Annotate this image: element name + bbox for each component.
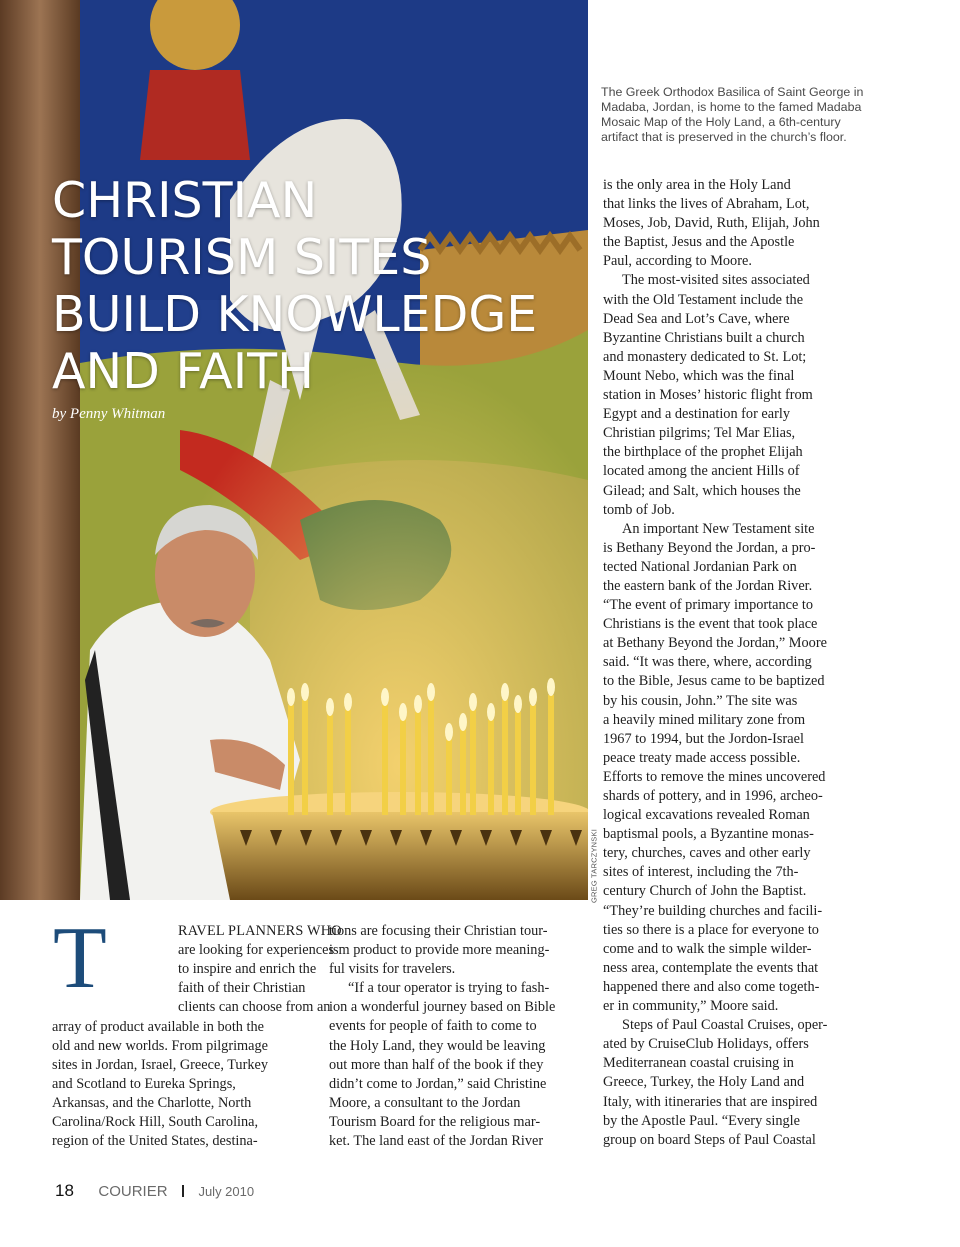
text-line: baptismal pools, a Byzantine monas-	[603, 826, 814, 843]
text-line: ful visits for travelers.	[329, 961, 456, 978]
text-line: ket. The land east of the Jordan River	[329, 1133, 544, 1150]
text-line: shards of pottery, and in 1996, archeo-	[603, 788, 823, 804]
text-line: Dead Sea and Lot’s Cave, where	[603, 310, 790, 327]
headline-line: AND FAITH	[52, 343, 314, 400]
text-line: Tourism Board for the religious mar-	[329, 1113, 541, 1130]
text-line: Byzantine Christians built a church	[603, 329, 805, 346]
text-line: to the Bible, Jesus came to be baptized	[603, 673, 825, 690]
text-line: at Bethany Beyond the Jordan,” Moore	[603, 635, 827, 652]
drop-cap: T	[53, 910, 107, 1007]
text-line: happened there and also come togeth-	[603, 978, 820, 995]
article-headline	[52, 172, 582, 400]
text-line: century Church of John the Baptist.	[603, 883, 807, 900]
footer-divider	[182, 1185, 184, 1197]
text-line: with the Old Testament include the	[603, 291, 804, 308]
text-line: station in Moses’ historic flight from	[603, 387, 813, 404]
text-line: that links the lives of Abraham, Lot,	[603, 196, 810, 213]
text-line: a heavily mined military zone from	[603, 711, 806, 728]
text-line: didn’t come to Jordan,” said Christine	[329, 1075, 547, 1092]
text-line: and monastery dedicated to St. Lot;	[603, 348, 807, 365]
text-line: ated by CruiseClub Holidays, offers	[603, 1036, 809, 1053]
text-line: The most-visited sites associated	[622, 272, 810, 289]
text-line: ness area, contemplate the events that	[603, 959, 819, 976]
text-line: ties so there is a place for everyone to	[603, 921, 819, 938]
text-line: is Bethany Beyond the Jordan, a pro-	[603, 539, 816, 556]
text-line: region of the United States, destina-	[52, 1133, 258, 1150]
text-line: by his cousin, John.” The site was	[603, 692, 798, 709]
text-line: Moore, a consultant to the Jordan	[329, 1094, 521, 1111]
text-line: tions are focusing their Christian tour-	[329, 923, 548, 939]
text-line: is the only area in the Holy Land	[603, 177, 791, 193]
text-line: ion a wonderful journey based on Bible	[329, 999, 556, 1016]
text-line: Moses, Job, David, Ruth, Elijah, John	[603, 215, 820, 232]
text-line: the Baptist, Jesus and the Apostle	[603, 234, 795, 251]
text-line: and Scotland to Eureka Springs,	[52, 1075, 236, 1092]
text-line: Paul, according to Moore.	[603, 253, 752, 270]
page-footer	[55, 1181, 254, 1201]
text-line: sites of interest, including the 7th-	[603, 864, 799, 881]
text-line: ism product to provide more meaning-	[329, 942, 550, 959]
text-line: to inspire and enrich the	[178, 961, 317, 978]
text-line: faith of their Christian	[178, 980, 306, 997]
text-line: Carolina/Rock Hill, South Carolina,	[52, 1113, 259, 1130]
text-line: said. “It was there, where, according	[603, 654, 812, 671]
page-number: 18	[55, 1181, 74, 1200]
text-line: tomb of Job.	[603, 501, 675, 518]
text-line: by the Apostle Paul. “Every single	[603, 1112, 800, 1129]
text-line: sites in Jordan, Israel, Greece, Turkey	[52, 1056, 268, 1073]
article-byline: by Penny Whitman	[52, 406, 166, 422]
text-line: Arkansas, and the Charlotte, North	[52, 1094, 252, 1111]
column-1-body	[52, 1018, 268, 1152]
text-line: Steps of Paul Coastal Cruises, oper-	[622, 1017, 828, 1034]
text-line: peace treaty made access possible.	[603, 749, 801, 766]
text-line: clients can choose from an	[178, 999, 331, 1016]
text-line: group on board Steps of Paul Coastal	[603, 1131, 816, 1148]
text-line: old and new worlds. From pilgrimage	[52, 1037, 269, 1054]
text-line: Egypt and a destination for early	[603, 406, 790, 423]
headline-line: BUILD KNOWLEDGE	[52, 286, 538, 343]
text-line: events for people of faith to come to	[329, 1018, 537, 1035]
text-line: Mediterranean coastal cruising in	[603, 1055, 794, 1072]
text-line: Christians is the event that took place	[603, 616, 818, 633]
text-line: out more than half of the book if they	[329, 1056, 544, 1073]
text-column-3	[603, 176, 865, 1150]
issue-date: July 2010	[198, 1184, 255, 1199]
text-line: Christian pilgrims; Tel Mar Elias,	[603, 425, 796, 442]
text-line: RAVEL PLANNERS WHO	[178, 923, 342, 939]
text-line: “They’re building churches and facili-	[603, 902, 823, 919]
headline-line: CHRISTIAN	[52, 172, 318, 229]
text-line: are looking for experiences	[178, 942, 335, 959]
text-line: “The event of primary importance to	[603, 597, 813, 614]
photo-credit	[589, 830, 599, 902]
photo-caption: The Greek Orthodox Basilica of Saint George in Madaba, Jordan, is home to the famed Madaba Mosaic Map of the Holy Land, a 6th-century artifact that is preserved in the church’s floor.	[601, 85, 864, 144]
text-line: tery, churches, caves and other early	[603, 845, 811, 862]
text-line: the eastern bank of the Jordan River.	[603, 577, 813, 594]
text-line: Gilead; and Salt, which houses the	[603, 482, 801, 499]
text-line: tected National Jordanian Park on	[603, 558, 797, 575]
text-line: the birthplace of the prophet Elijah	[603, 444, 803, 461]
text-line: logical excavations revealed Roman	[603, 807, 810, 824]
text-column-2	[329, 922, 584, 1151]
text-line: An important New Testament site	[622, 520, 815, 537]
magazine-name: COURIER	[98, 1183, 168, 1200]
photo-credit-text: GREG TARCZYNSKI	[589, 829, 599, 903]
text-line: Efforts to remove the mines uncovered	[603, 768, 826, 785]
text-line: “If a tour operator is trying to fash-	[348, 980, 550, 997]
text-line: the Holy Land, they would be leaving	[329, 1037, 546, 1054]
text-line: located among the ancient Hills of	[603, 463, 800, 480]
text-line: 1967 to 1994, but the Jordon-Israel	[603, 730, 804, 747]
text-line: Greece, Turkey, the Holy Land and	[603, 1074, 805, 1091]
headline-line: TOURISM SITES	[52, 229, 432, 286]
icon-painting-illustration	[0, 0, 588, 900]
text-line: er in community,” Moore said.	[603, 998, 779, 1015]
text-line: array of product available in both the	[52, 1018, 264, 1035]
text-line: come and to walk the simple wilder-	[603, 940, 812, 957]
text-line: Mount Nebo, which was the final	[603, 367, 795, 384]
text-line: Italy, with itineraries that are inspired	[603, 1093, 818, 1110]
article-photo	[0, 0, 588, 900]
